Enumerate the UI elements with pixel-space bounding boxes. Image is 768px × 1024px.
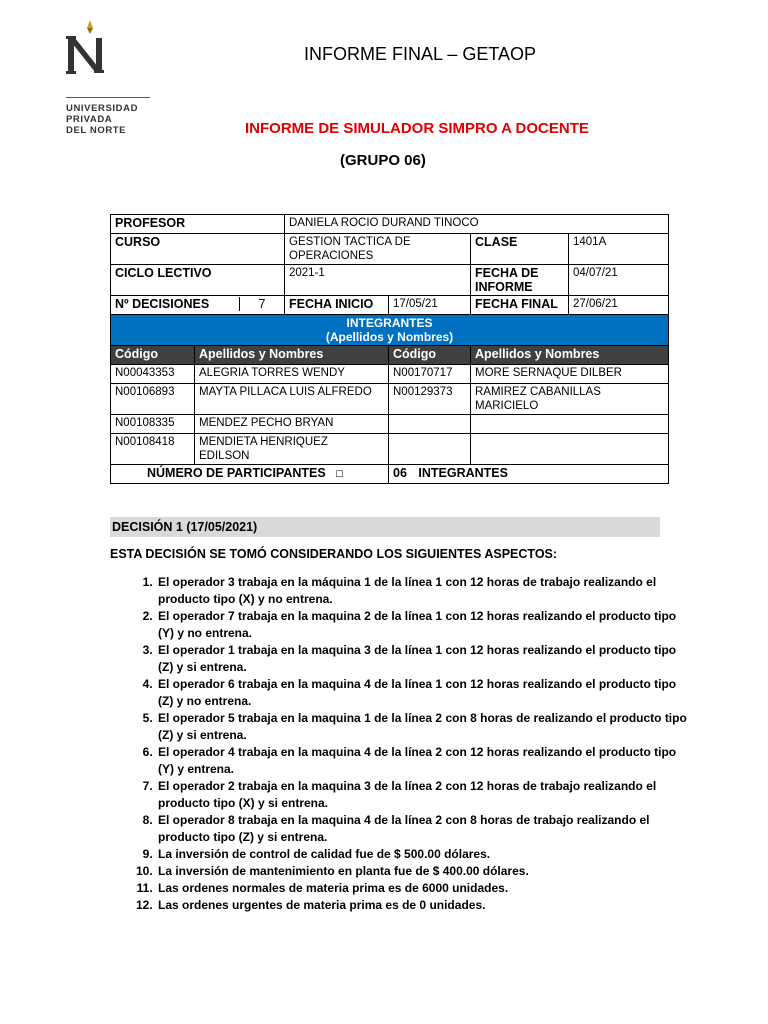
group-title: (GRUPO 06) [340, 152, 426, 169]
integrantes-title: INTEGRANTES [346, 316, 433, 330]
member-name-text: MENDIETA HENRIQUEZ EDILSON [199, 436, 328, 462]
logo-line: PRIVADA [66, 114, 113, 125]
member-name [471, 384, 669, 415]
integrantes-header [111, 315, 669, 346]
participantes-value-cell [389, 465, 669, 484]
participantes-label: NÚMERO DE PARTICIPANTES [147, 466, 326, 480]
member-name [471, 415, 669, 434]
member-name-text: RAMIREZ CABANILLAS MARICIELO [475, 386, 601, 412]
decision-title: DECISIÓN 1 (17/05/2021) [110, 517, 660, 537]
col-codigo-1: Código [111, 346, 195, 365]
col-nombres-2: Apellidos y Nombres [471, 346, 669, 365]
integrantes-subtitle: (Apellidos y Nombres) [325, 330, 454, 344]
member-name: MORE SERNAQUE DILBER [471, 365, 669, 384]
member-code: N00043353 [111, 365, 195, 384]
member-name [195, 434, 389, 465]
fecha-informe-value: 04/07/21 [569, 265, 669, 296]
logo-divider [66, 97, 150, 98]
participantes-count: 06 [393, 466, 407, 480]
list-item: 9. La inversión de control de calidad fue de $ 500.00 dólares. [156, 846, 691, 863]
ciclo-value: 2021-1 [285, 265, 471, 296]
document-header [0, 44, 768, 65]
profesor-label: PROFESOR [111, 215, 285, 234]
table-row [111, 434, 669, 465]
participantes-label-cell [111, 465, 389, 484]
ciclo-label: CICLO LECTIVO [111, 265, 285, 296]
aspects-list [128, 574, 691, 914]
list-item: 4. El operador 6 trabaja en la maquina 4 de la línea 1 con 12 horas realizando el producto tipo (Z) y no entrena. [156, 676, 691, 710]
row-ciclo [111, 265, 669, 296]
logo-line: UNIVERSIDAD [66, 103, 139, 114]
report-title: INFORME DE SIMULADOR SIMPRO A DOCENTE [245, 120, 589, 137]
member-code [389, 434, 471, 465]
decisiones-value: 7 [239, 297, 284, 311]
list-item: 6. El operador 4 trabaja en la maquina 4 de la línea 2 con 12 horas realizando el producto tipo (Y) y entrena. [156, 744, 691, 778]
row-decisiones [111, 296, 669, 315]
member-code: N00106893 [111, 384, 195, 415]
member-code: N00108335 [111, 415, 195, 434]
list-item: 3. El operador 1 trabaja en la maquina 3 de la línea 1 con 12 horas realizando el producto tipo (Z) y si entrena. [156, 642, 691, 676]
col-codigo-2: Código [389, 346, 471, 365]
list-item: 5. El operador 5 trabaja en la maquina 1 de la línea 2 con 8 horas de realizando el producto tipo (Z) y si entrena. [156, 710, 691, 744]
member-code: N00129373 [389, 384, 471, 415]
participantes-suffix: INTEGRANTES [418, 466, 508, 480]
fecha-informe-label: FECHA DE INFORME [471, 265, 569, 296]
fecha-final-label: FECHA FINAL [471, 296, 569, 315]
fecha-inicio-value: 17/05/21 [389, 296, 471, 315]
row-profesor [111, 215, 669, 234]
row-participantes [111, 465, 669, 484]
checkbox-symbol-icon: ☐ [335, 469, 344, 479]
curso-value: GESTION TACTICA DE OPERACIONES [285, 234, 471, 265]
fecha-inicio-label: FECHA INICIO [285, 296, 389, 315]
member-name: ALEGRIA TORRES WENDY [195, 365, 389, 384]
header-title: INFORME FINAL – GETAOP [303, 44, 537, 64]
list-item: 7. El operador 2 trabaja en la maquina 3 de la línea 2 con 12 horas de trabajo realizando el producto tipo (X) y si entrena. [156, 778, 691, 812]
fecha-final-value: 27/06/21 [569, 296, 669, 315]
member-name [471, 434, 669, 465]
row-integrantes-header [111, 315, 669, 346]
col-nombres-1: Apellidos y Nombres [195, 346, 389, 365]
list-item: 8. El operador 8 trabaja en la maquina 4 de la línea 2 con 8 horas de trabajo realizando el producto tipo (Z) y si entrena. [156, 812, 691, 846]
member-name: MAYTA PILLACA LUIS ALFREDO [195, 384, 389, 415]
table-row [111, 384, 669, 415]
table-row [111, 365, 669, 384]
list-item: 12. Las ordenes urgentes de materia prima es de 0 unidades. [156, 897, 691, 914]
decision-intro: ESTA DECISIÓN SE TOMÓ CONSIDERANDO LOS SIGUIENTES ASPECTOS: [110, 547, 558, 561]
list-item: 11. Las ordenes normales de materia prima es de 6000 unidades. [156, 880, 691, 897]
curso-label: CURSO [111, 234, 285, 265]
members-column-headers [111, 346, 669, 365]
member-code: N00108418 [111, 434, 195, 465]
member-name: MENDEZ PECHO BRYAN [195, 415, 389, 434]
decisiones-label [111, 296, 285, 315]
table-row [111, 415, 669, 434]
clase-value: 1401A [569, 234, 669, 265]
logo-line: DEL NORTE [66, 125, 127, 136]
profesor-value: DANIELA ROCIO DURAND TINOCO [285, 215, 669, 234]
decisiones-label-text: Nº DECISIONES [115, 297, 210, 311]
member-code: N00170717 [389, 365, 471, 384]
list-item: 1. El operador 3 trabaja en la máquina 1 de la línea 1 con 12 horas de trabajo realizando el producto tipo (X) y no entrena. [156, 574, 691, 608]
info-table [110, 214, 669, 484]
logo-text [66, 103, 138, 136]
list-item: 10. La inversión de mantenimiento en planta fue de $ 400.00 dólares. [156, 863, 691, 880]
clase-label: CLASE [471, 234, 569, 265]
member-code [389, 415, 471, 434]
list-item: 2. El operador 7 trabaja en la maquina 2 de la línea 1 con 12 horas realizando el producto tipo (Y) y no entrena. [156, 608, 691, 642]
university-logo [66, 20, 156, 136]
row-curso [111, 234, 669, 265]
